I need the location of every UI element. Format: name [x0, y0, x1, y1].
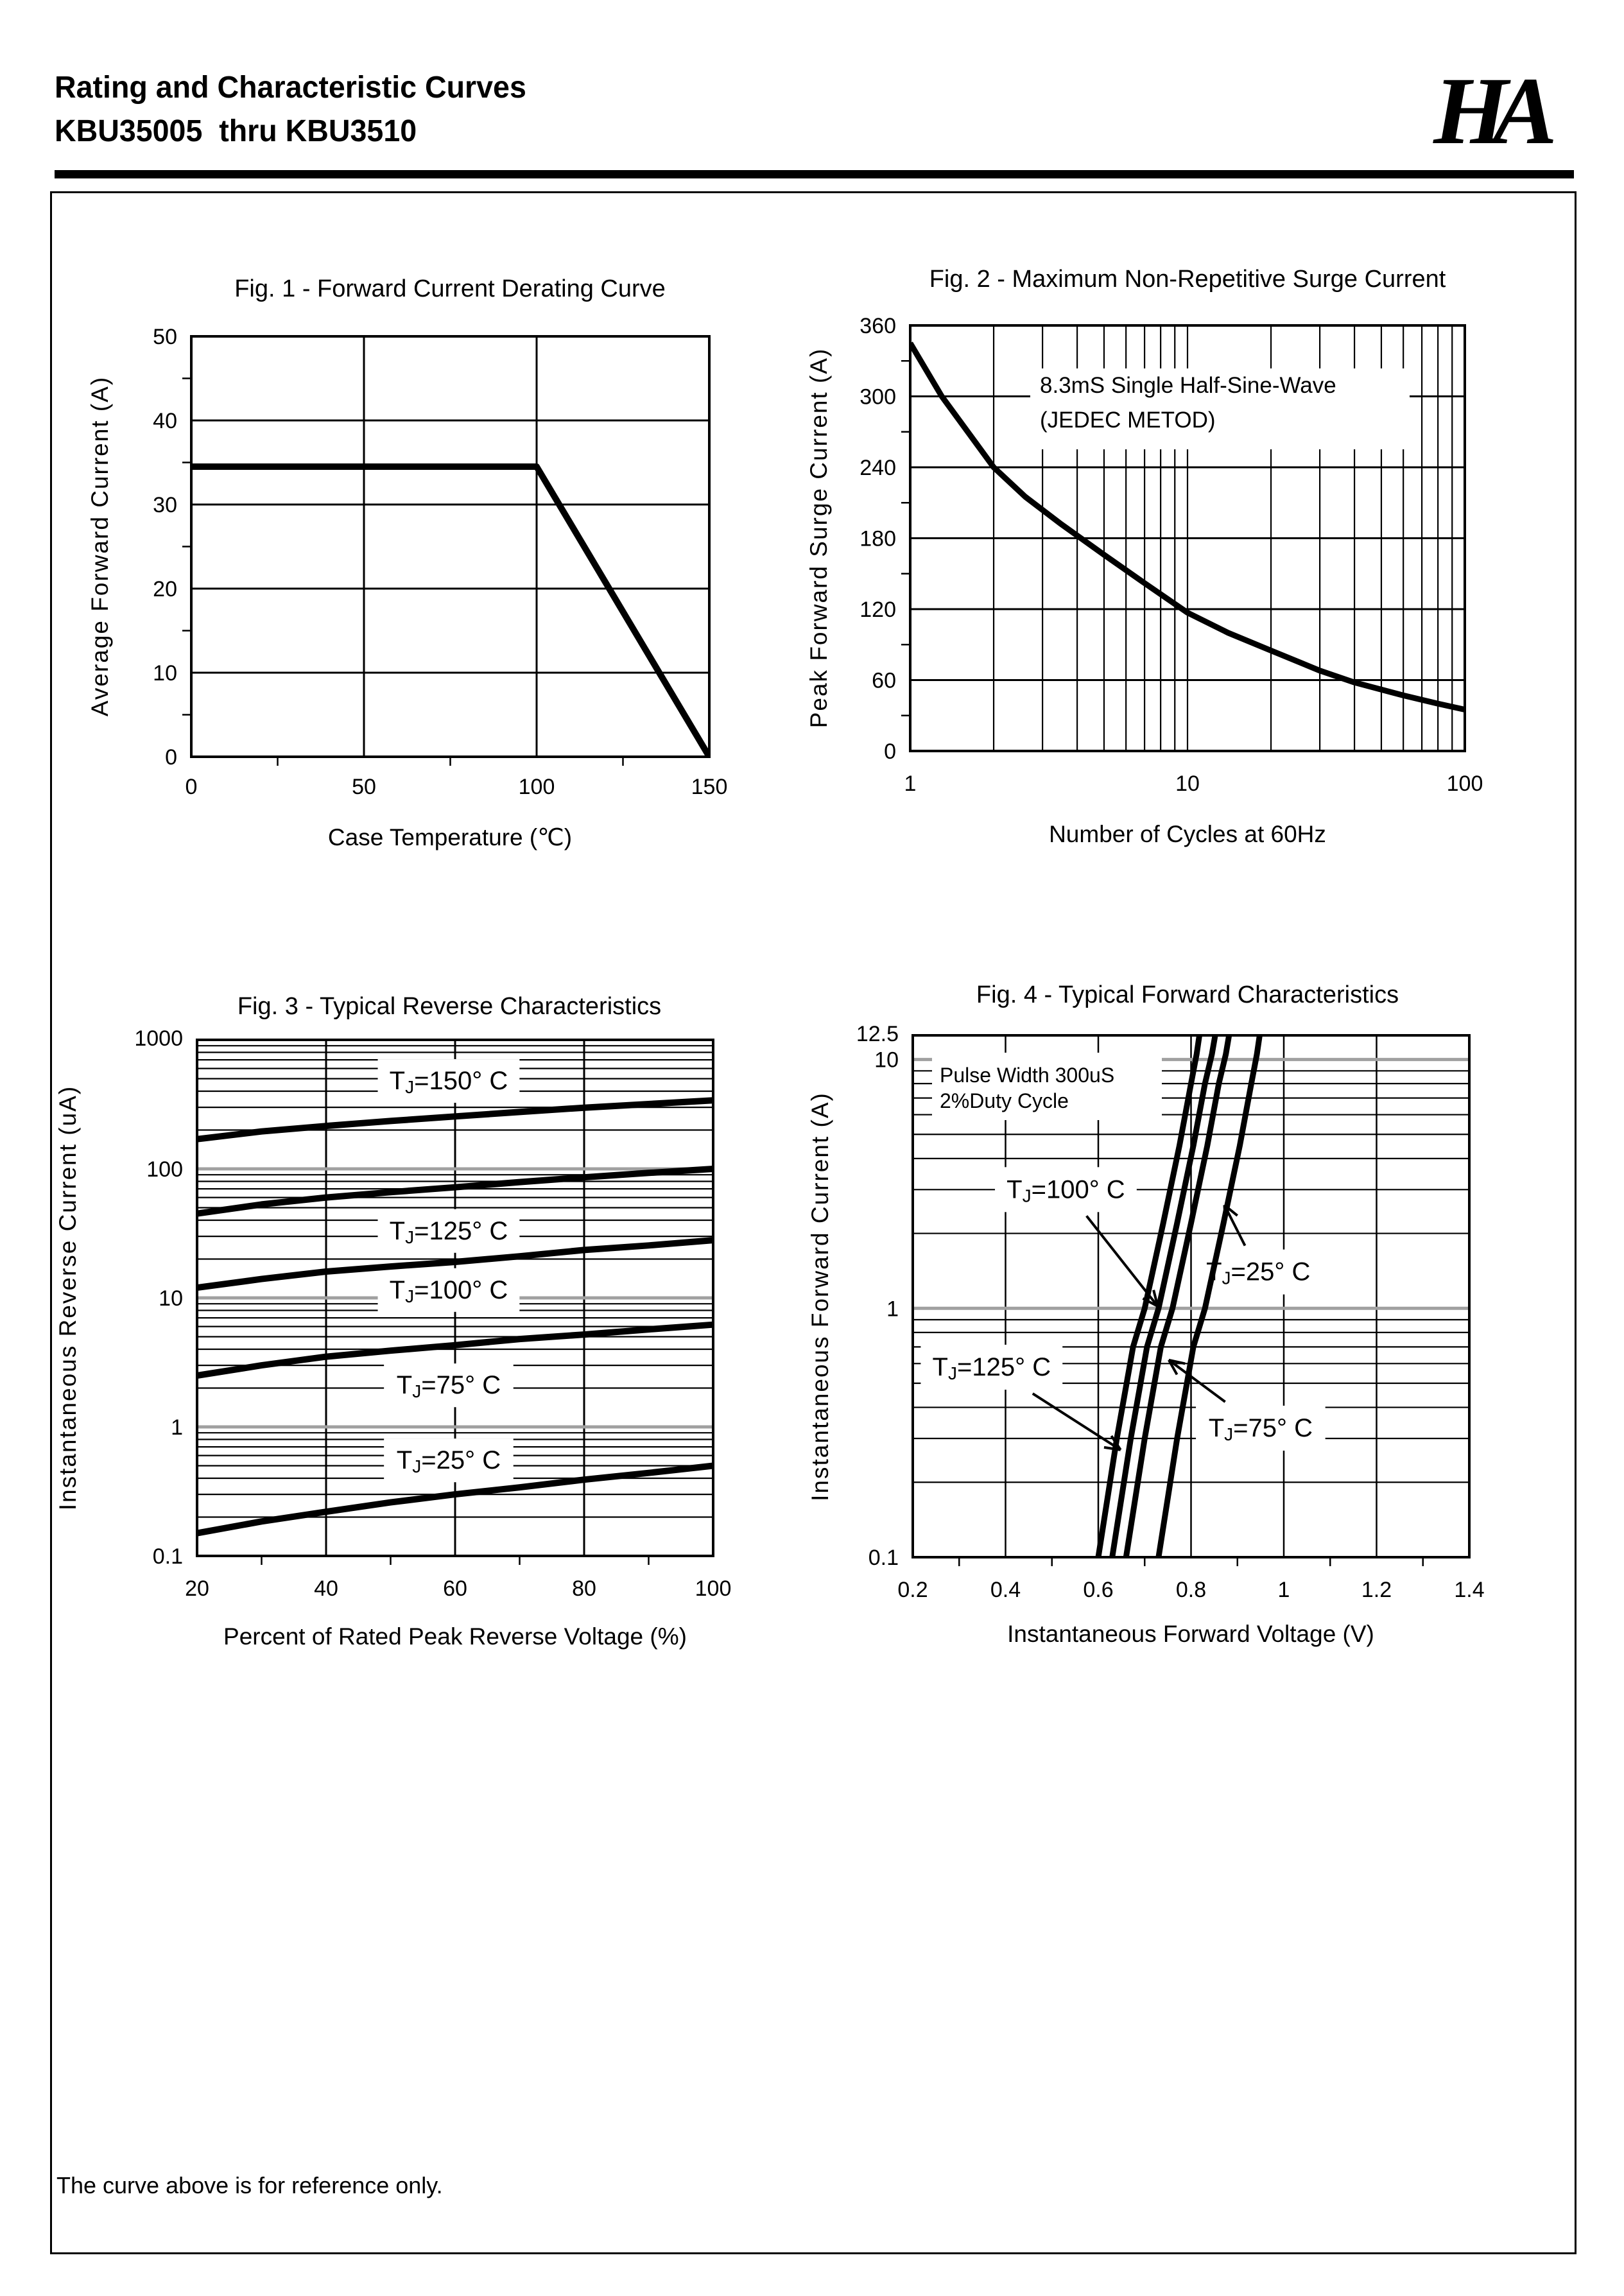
fig3-title: Fig. 3 - Typical Reverse Characteristics [237, 993, 662, 1020]
fig3-xlabel: Percent of Rated Peak Reverse Voltage (%) [223, 1623, 687, 1650]
fig4-minor-ticks [959, 1557, 1423, 1566]
svg-text:1: 1 [904, 772, 917, 796]
fig3-tj-75-label: TJ=75° C [396, 1371, 501, 1402]
svg-text:1: 1 [886, 1297, 899, 1322]
svg-text:100: 100 [146, 1157, 183, 1182]
svg-text:1.4: 1.4 [1454, 1578, 1485, 1602]
fig3-ylabel: Instantaneous Reverse Current (uA) [55, 1085, 81, 1511]
fig1-grid [191, 336, 709, 757]
fig1-tick-labels [153, 325, 727, 799]
svg-text:1: 1 [1277, 1578, 1290, 1602]
fig2-title: Fig. 2 - Maximum Non-Repetitive Surge Current [929, 266, 1446, 293]
fig4-tj-75-arrow [1169, 1360, 1225, 1402]
svg-text:1000: 1000 [134, 1026, 183, 1051]
fig1-title: Fig. 1 - Forward Current Derating Curve [234, 275, 666, 302]
svg-text:50: 50 [352, 775, 376, 799]
svg-text:40: 40 [314, 1576, 338, 1601]
svg-text:1.2: 1.2 [1361, 1578, 1392, 1602]
svg-text:300: 300 [860, 384, 896, 410]
fig4-tj-75-label: TJ=75° C [1208, 1413, 1313, 1444]
fig4-tj-125-arrow [1033, 1394, 1121, 1450]
fig1-minor-ticks [182, 379, 623, 766]
fig2-ylabel: Peak Forward Surge Current (A) [806, 347, 832, 729]
fig1-chart [87, 275, 727, 850]
svg-text:20: 20 [153, 577, 177, 601]
fig3-tick-labels [134, 1026, 731, 1601]
fig3-chart [55, 993, 731, 1650]
fig4-tj-25-arrow [1225, 1205, 1245, 1245]
svg-text:60: 60 [872, 668, 896, 693]
fig1-plot-frame [191, 336, 709, 757]
svg-text:(JEDEC METOD): (JEDEC METOD) [1040, 408, 1216, 433]
fig1-series-forward-current-derating [191, 467, 709, 757]
svg-text:12.5: 12.5 [856, 1022, 899, 1046]
fig4-title: Fig. 4 - Typical Forward Characteristics [976, 981, 1399, 1008]
fig4-ylabel: Instantaneous Forward Current (A) [807, 1092, 833, 1501]
fig3-tj-100-label: TJ=100° C [389, 1275, 508, 1306]
fig1-ylabel: Average Forward Current (A) [87, 375, 113, 717]
svg-text:0: 0 [185, 775, 198, 799]
fig2-minor-ticks [901, 361, 910, 716]
svg-text:100: 100 [518, 775, 555, 799]
brand-logo: HA [1433, 58, 1542, 164]
svg-text:50: 50 [153, 325, 177, 349]
svg-text:0.8: 0.8 [1175, 1578, 1207, 1602]
reference-note: The curve above is for reference only. [56, 2172, 443, 2198]
fig4-tj-125-label: TJ=125° C [932, 1353, 1051, 1384]
svg-text:40: 40 [153, 409, 177, 433]
svg-text:150: 150 [691, 775, 728, 799]
page-subtitle: KBU35005 thru KBU3510 [55, 114, 417, 148]
fig3-tj-25-label: TJ=25° C [396, 1446, 501, 1477]
svg-text:60: 60 [443, 1576, 467, 1601]
svg-text:10: 10 [874, 1048, 899, 1073]
svg-text:0.1: 0.1 [152, 1544, 183, 1569]
svg-text:0.4: 0.4 [990, 1578, 1021, 1602]
svg-text:10: 10 [159, 1286, 183, 1311]
svg-text:80: 80 [572, 1576, 596, 1601]
svg-text:10: 10 [153, 661, 177, 686]
fig2-xlabel: Number of Cycles at 60Hz [1049, 821, 1326, 847]
svg-text:100: 100 [695, 1576, 732, 1601]
fig4-tj-25-label: TJ=25° C [1206, 1257, 1311, 1288]
fig2-chart [806, 266, 1483, 847]
svg-text:20: 20 [185, 1576, 209, 1601]
svg-text:360: 360 [860, 314, 896, 338]
fig4-tj-100-arrow [1087, 1216, 1158, 1306]
svg-text:0.6: 0.6 [1083, 1578, 1114, 1602]
svg-text:0: 0 [165, 745, 177, 770]
svg-text:180: 180 [860, 526, 896, 551]
fig3-minor-ticks [262, 1556, 649, 1565]
fig3-tj-150-label: TJ=150° C [389, 1067, 508, 1098]
svg-text:10: 10 [1175, 772, 1200, 796]
fig1-curves [191, 467, 709, 757]
fig4-tj-100-label: TJ=100° C [1006, 1175, 1125, 1206]
svg-text:8.3mS Single Half-Sine-Wave: 8.3mS Single Half-Sine-Wave [1040, 373, 1336, 398]
svg-text:240: 240 [860, 456, 896, 480]
svg-text:120: 120 [860, 598, 896, 622]
svg-text:30: 30 [153, 493, 177, 517]
svg-text:0: 0 [884, 739, 896, 764]
fig4-chart [807, 981, 1485, 1647]
fig4-xlabel: Instantaneous Forward Voltage (V) [1007, 1621, 1374, 1647]
svg-text:1: 1 [171, 1415, 183, 1440]
svg-text:100: 100 [1446, 772, 1483, 796]
fig1-xlabel: Case Temperature (℃) [327, 824, 573, 850]
svg-text:0.2: 0.2 [897, 1578, 928, 1602]
page-title: Rating and Characteristic Curves [55, 71, 526, 105]
svg-text:0.1: 0.1 [868, 1546, 899, 1570]
fig3-tj-125-label: TJ=125° C [389, 1216, 508, 1247]
svg-text:Pulse Width 300uS: Pulse Width 300uS [940, 1064, 1115, 1087]
svg-text:2%Duty Cycle: 2%Duty Cycle [940, 1089, 1069, 1112]
